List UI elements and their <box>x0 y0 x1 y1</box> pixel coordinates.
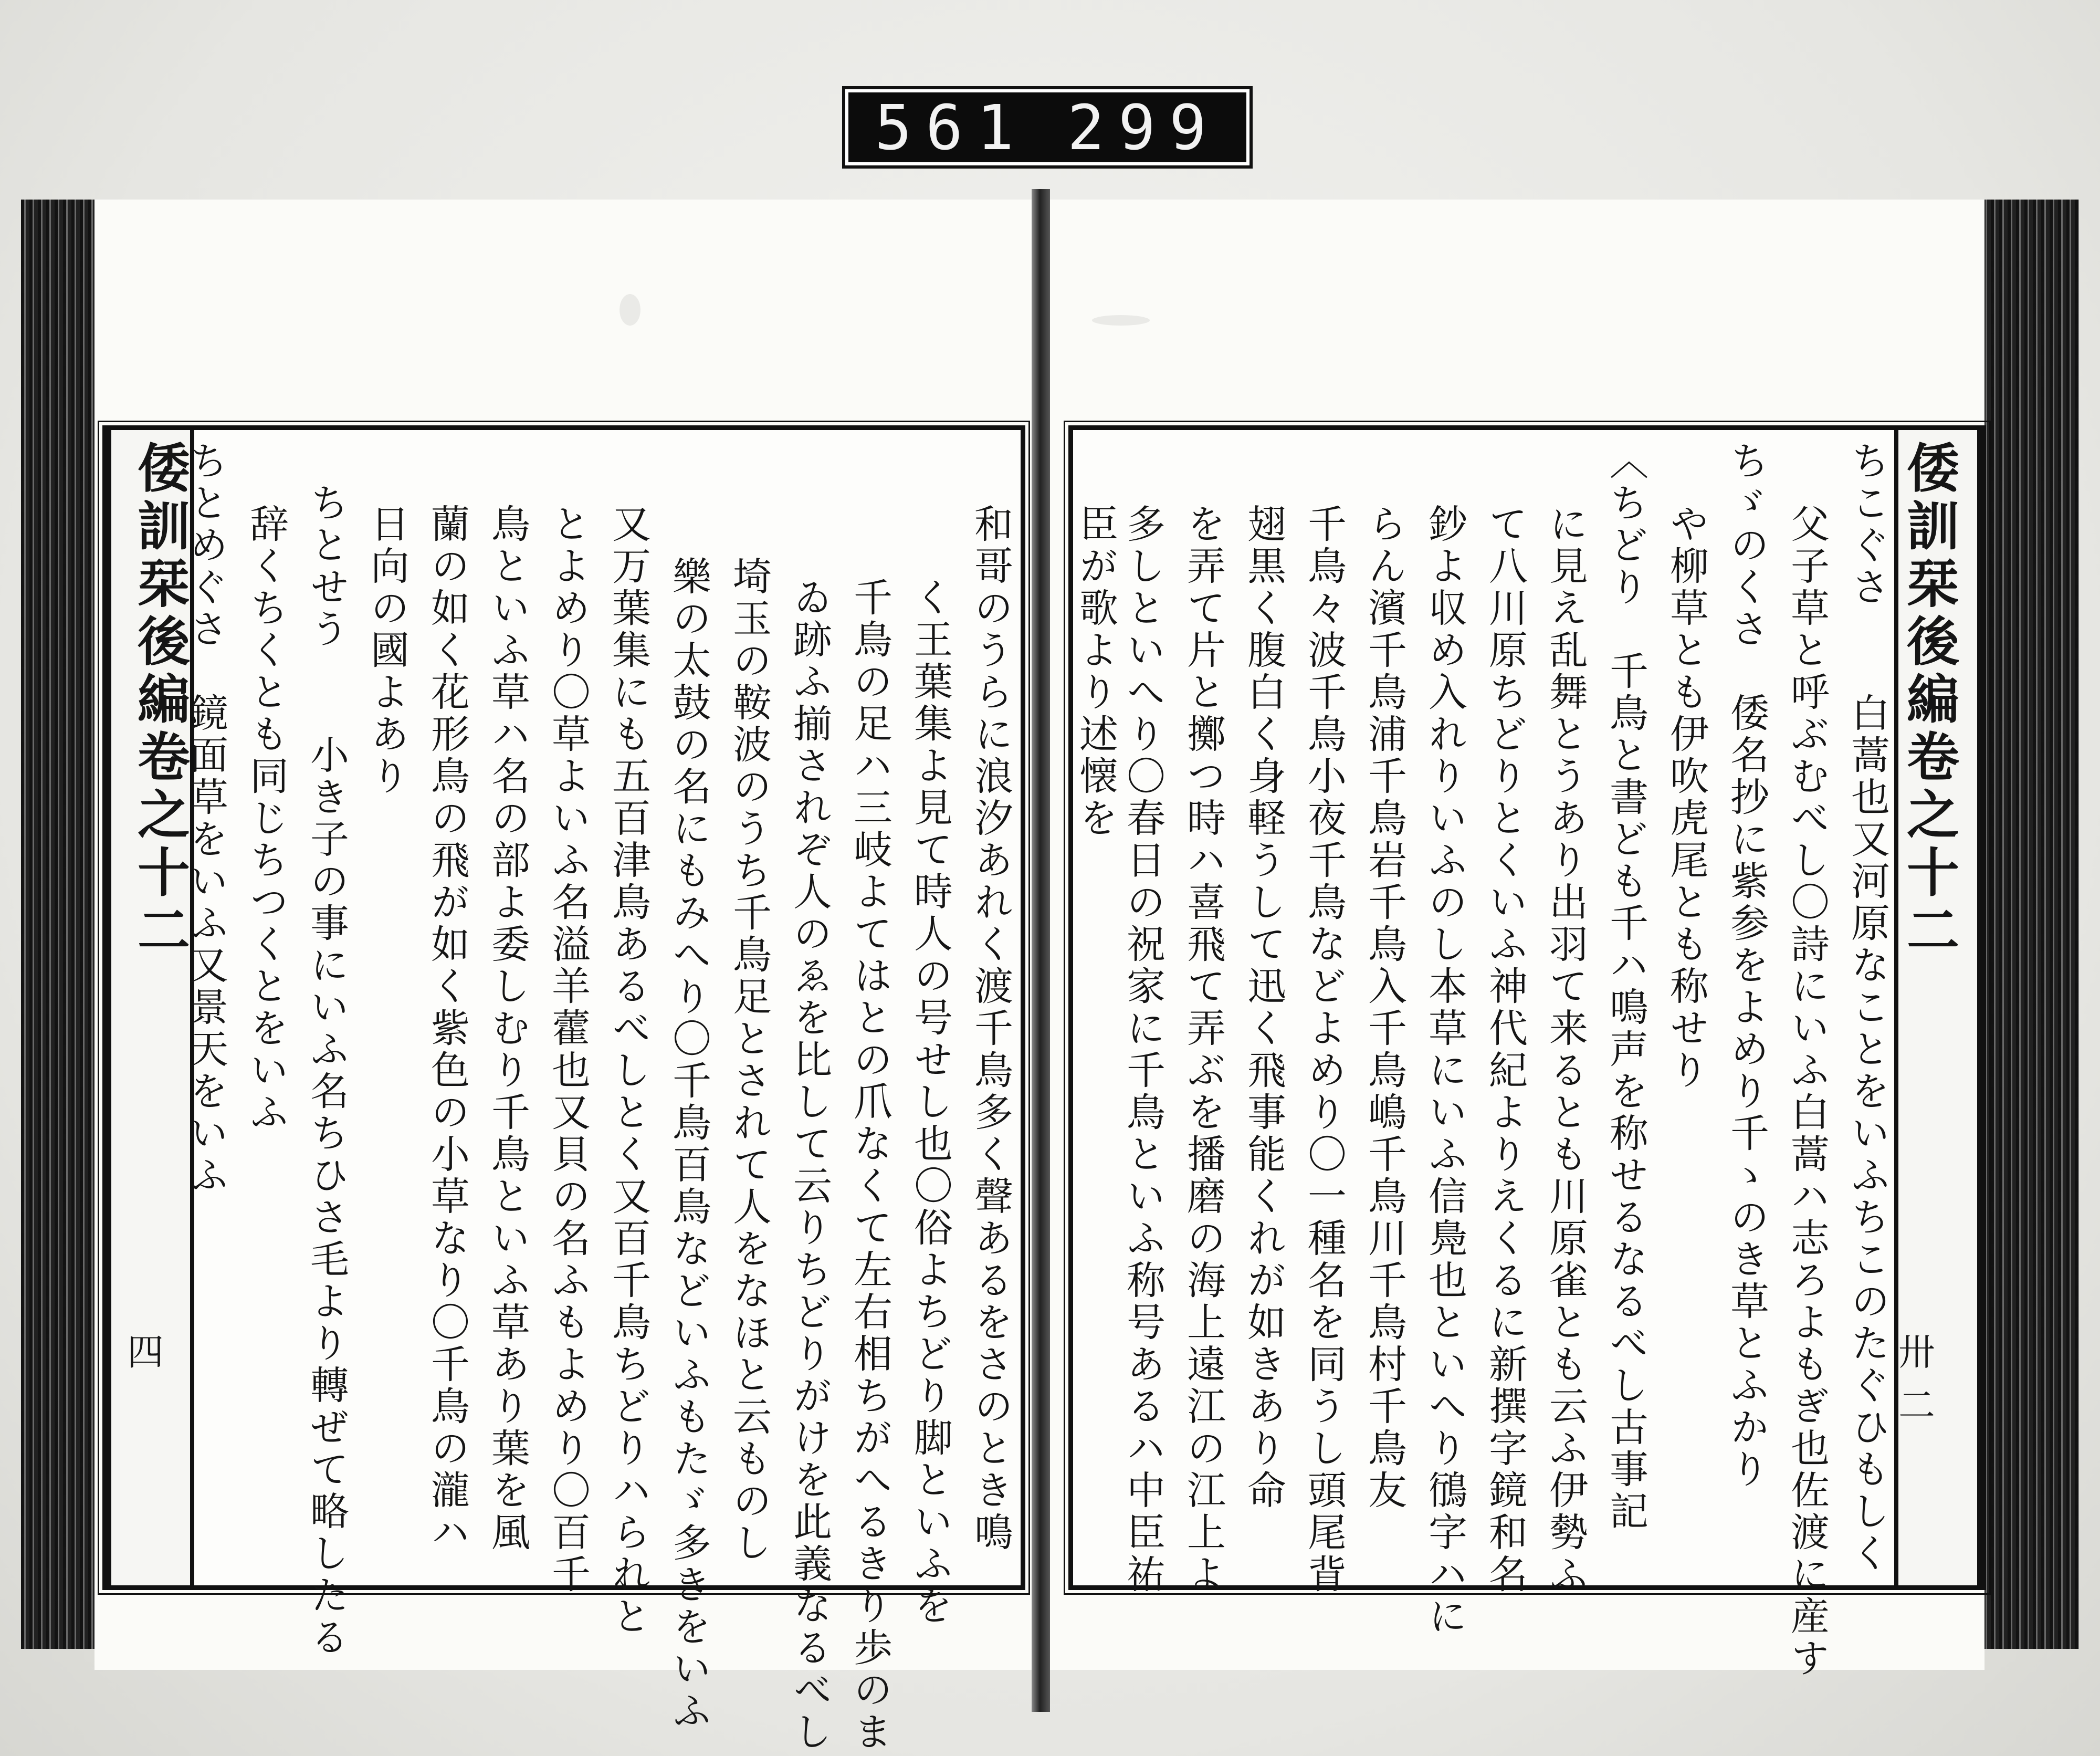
right-text-column: 〈ちどり 千鳥と書ども千ハ鳴声を称せるなるべし古事記 <box>1603 441 1648 1533</box>
right-text-column: て八川原ちどりとくいふ神代紀よりえくるに新撰字鏡和名 <box>1483 504 1528 1596</box>
left-text-column: とよめり〇草よいふ名溢羊藿也又貝の名ふもよめり〇百千 <box>545 504 591 1596</box>
right-text-column: 多しといへり〇春日の祝家に千鳥といふ称号あるハ中臣祐 <box>1120 504 1166 1596</box>
left-running-title <box>107 430 194 1585</box>
right-text-column: や柳草とも伊吹虎尾とも称せり <box>1664 504 1709 1092</box>
book-edge-left <box>21 200 100 1649</box>
right-running-title-text: 倭訓栞後編卷之十二 <box>1898 441 1960 960</box>
left-text-column: 埼玉の鞍波のうち千鳥足とされて人をなほと云ものし <box>727 556 772 1564</box>
right-text-column: を弄て片と擲つ時ハ喜飛て弄ぶを播磨の海上遠江の江上よ <box>1181 504 1226 1596</box>
right-text-column: 翅黒く腹白く身軽うして迅く飛事能くれが如きあり命 <box>1241 504 1286 1512</box>
left-running-title-text: 倭訓栞後編卷之十二 <box>129 441 191 960</box>
right-text-column: 臣が歌より述懐を <box>1073 504 1118 840</box>
left-text-column: 樂の太鼓の名にもみへり〇千鳥百鳥などいふもたゞ多きをいふ <box>666 556 711 1732</box>
left-text-column: 蘭の如く花形鳥の飛が如く紫色の小草なり〇千鳥の瀧ハ <box>425 504 470 1554</box>
left-text-column: 日向の國よあり <box>364 504 410 798</box>
right-page-frame <box>1068 425 1986 1680</box>
left-page-frame <box>102 425 1025 1753</box>
right-text-column: 千鳥々波千鳥小夜千鳥などよめり〇一種名を同うし頭尾背 <box>1301 504 1347 1596</box>
ink-speck <box>620 294 640 326</box>
right-text-column: ちゞのくさ 倭名抄に紫参をよめり千ゝのき草とふかり <box>1724 441 1769 1491</box>
left-text-column: く王葉集よ見て時人の号せし也〇俗よちどり脚といふを <box>908 577 953 1627</box>
ink-speck <box>1092 315 1150 326</box>
right-text-column: 鈔よ収め入れりいふのし本草にいふ信鳧也といへり鴴字ハに <box>1422 504 1467 1638</box>
right-folio: 卅二 <box>1898 1331 1935 1427</box>
left-text-column: 辞くちくとも同じちつくとをいふ <box>244 504 289 1134</box>
catalog-number-right: 299 <box>1067 91 1220 164</box>
right-text-column: に見え乱舞とうあり出羽て来るとも川原雀とも云ふ伊勢ふ <box>1543 504 1588 1596</box>
book-gutter <box>1032 189 1050 1712</box>
right-text-column: 父子草と呼ぶむべし〇詩にいふ白蒿ハ志ろよもぎ也佐渡に産す <box>1784 504 1830 1680</box>
right-text-column: ちこぐさ 白蒿也又河原なことをいふちこのたぐひもしく <box>1845 441 1890 1575</box>
catalog-label <box>845 89 1250 165</box>
left-text-column: ゐ跡ふ揃されぞ人のゑを比して云りちどりがけを此義なるべし <box>787 577 832 1753</box>
left-text-column: 和哥のうらに浪汐あれく渡千鳥多く聲あるをさのとき鳴 <box>968 504 1013 1554</box>
left-text-column: 又万葉集にも五百津鳥あるべしとく又百千鳥ちどりハられと <box>606 504 651 1638</box>
book-edge-right <box>1974 200 2079 1649</box>
left-text-column: ちとせう 小き子の事にいふ名ちひさ毛より轉ぜて略したる <box>304 483 349 1659</box>
left-text-column: 鳥といふ草ハ名の部よ委しむり千鳥といふ草あり葉を風 <box>485 504 530 1554</box>
left-text-column: ちとめぐさ 鏡面草をいふ又景天をいふ <box>183 441 228 1197</box>
left-text-column: 千鳥の足ハ三岐よてはとの爪なくて左右相ちがへるきり歩のま <box>847 577 892 1753</box>
right-text-column: らん濱千鳥浦千鳥岩千鳥入千鳥嶋千鳥川千鳥村千鳥友 <box>1362 504 1407 1512</box>
left-folio: 四 <box>127 1331 164 1374</box>
right-running-title <box>1894 430 1981 1585</box>
catalog-number-left: 561 <box>875 91 1028 164</box>
